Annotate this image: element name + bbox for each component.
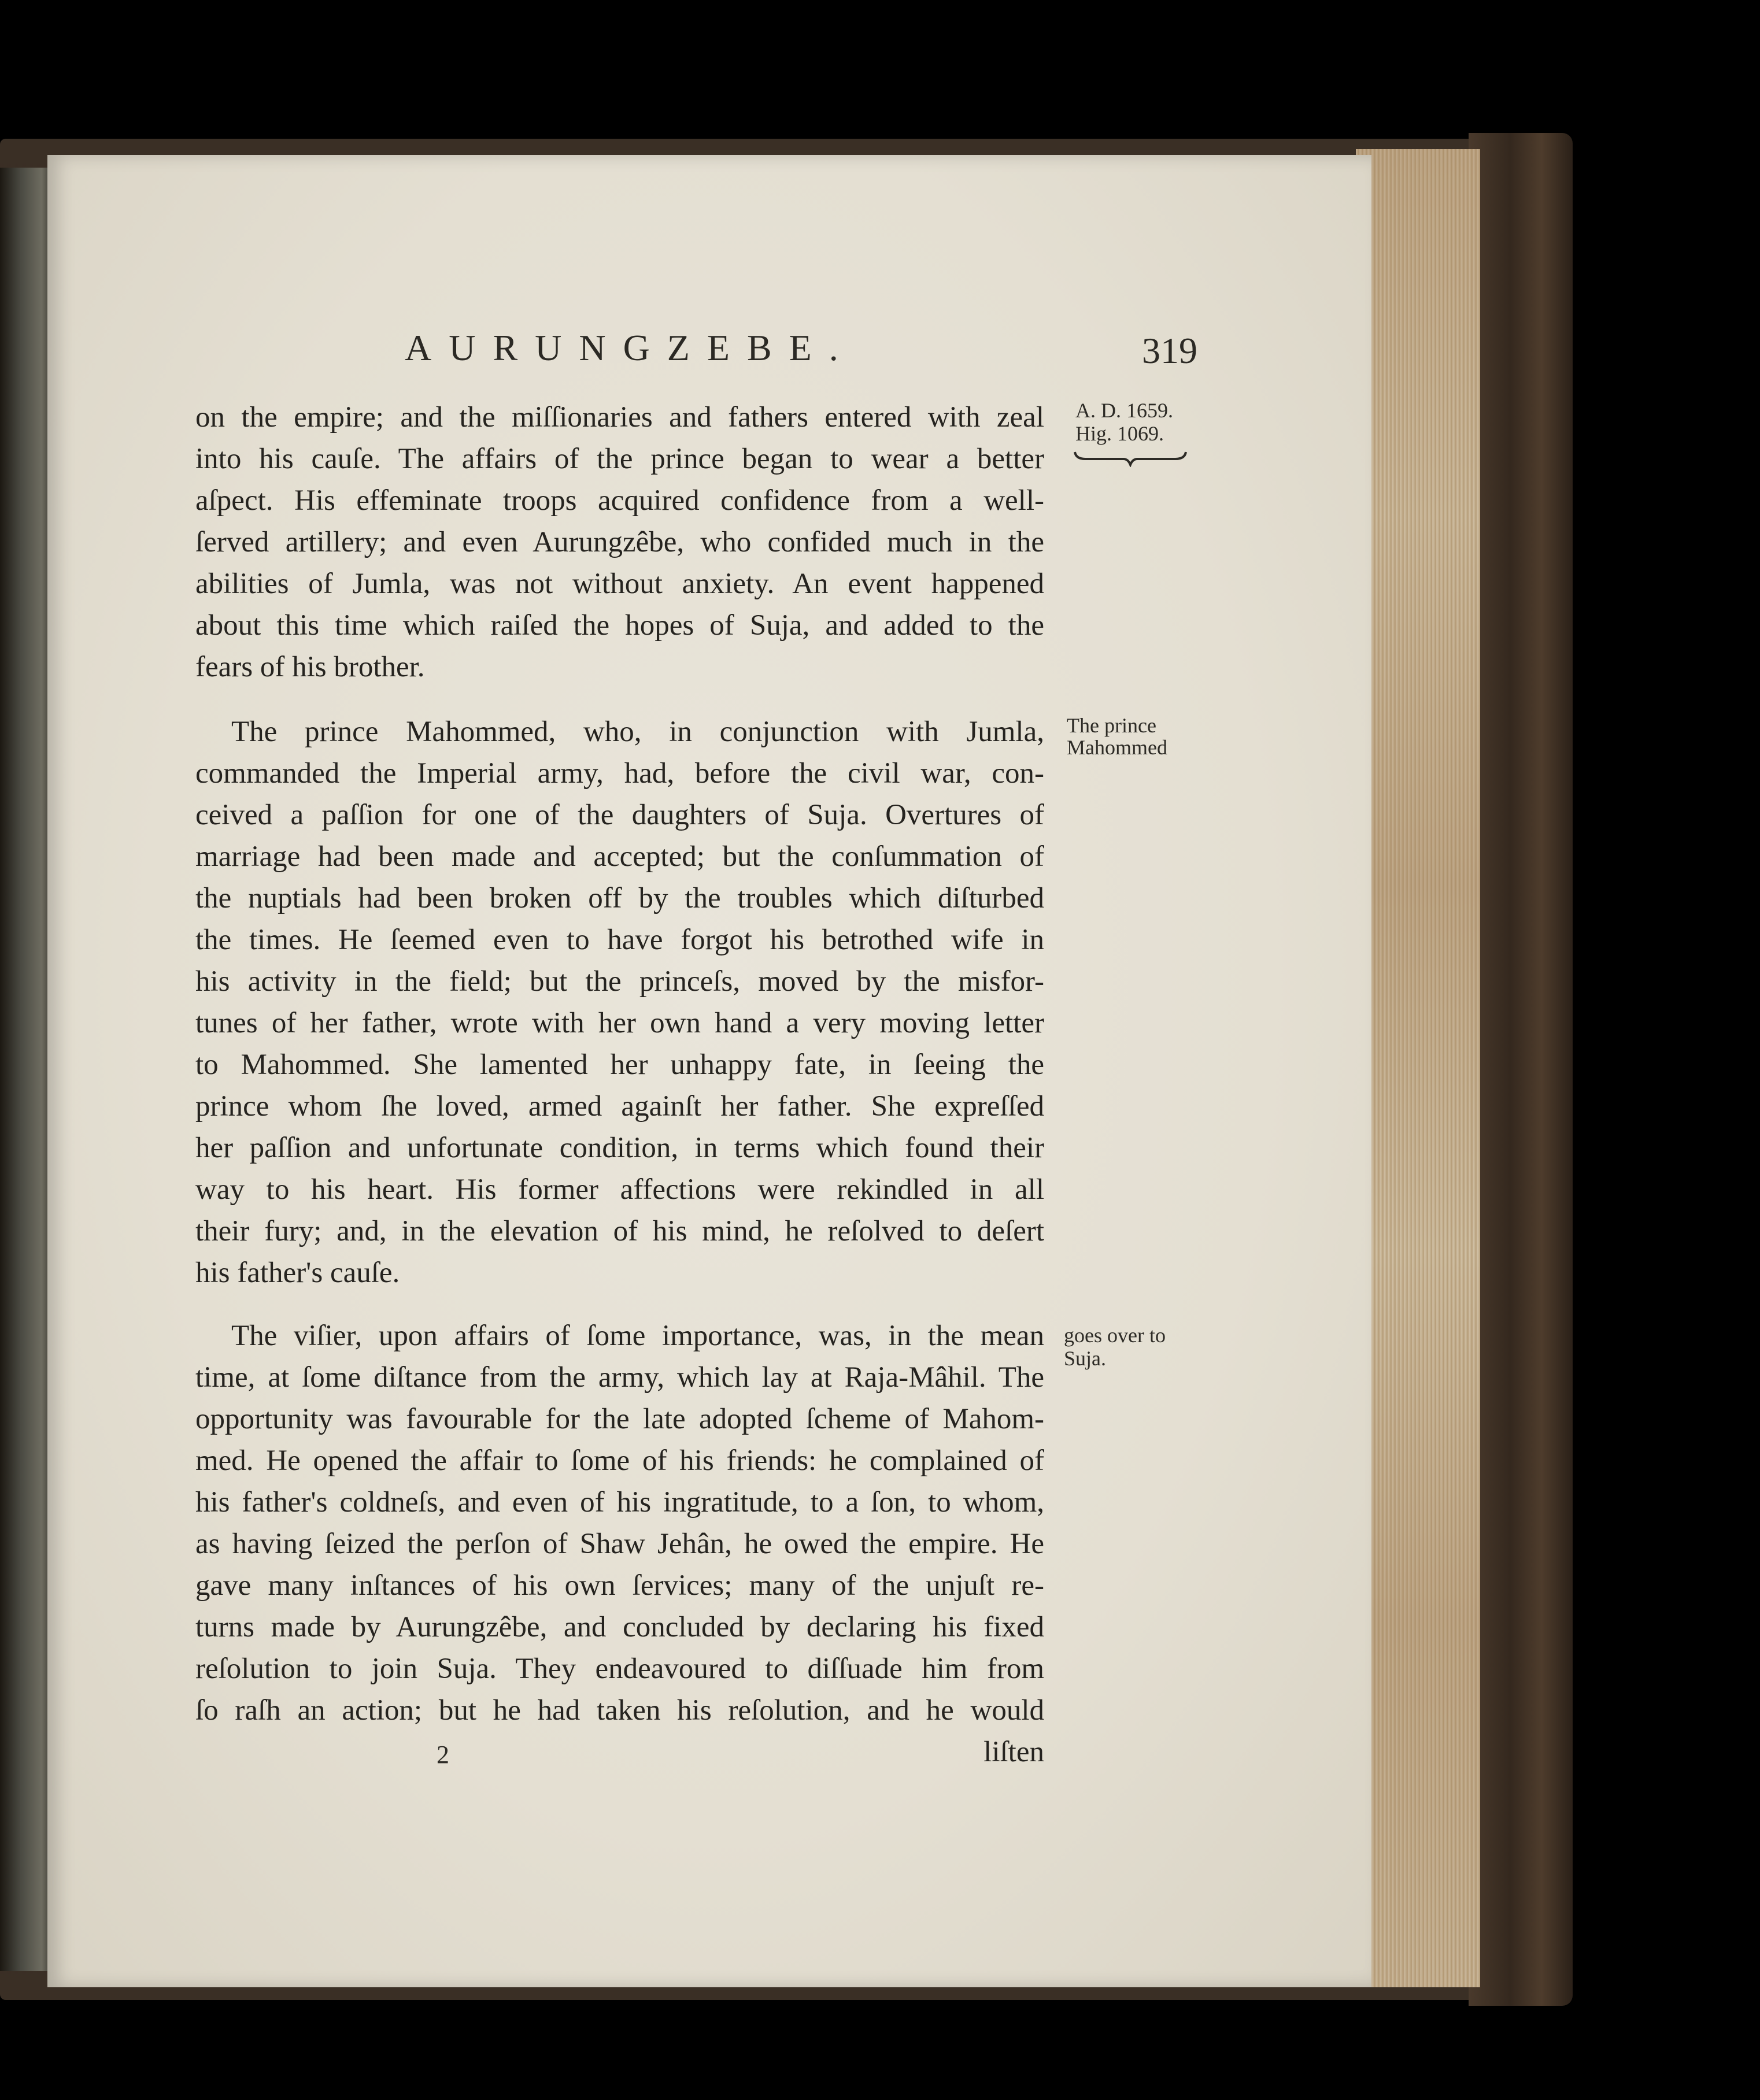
margin-note-goes-over: goes over to <box>1064 1324 1166 1347</box>
page-number: 319 <box>1142 330 1197 371</box>
text-line: the times. He ſeemed even to have forgot his betrothed wife in <box>195 924 1044 956</box>
margin-brace-icon <box>1073 450 1188 467</box>
text-line: gave many inſtances of his own ſervices; many of the unjuſt re- <box>195 1569 1044 1602</box>
text-line: The prince Mahommed, who, in conjunction with Jumla, <box>231 716 1044 748</box>
text-line: marriage had been made and accepted; but the conſummation of <box>195 840 1044 873</box>
text-line: ſerved artillery; and even Aurungzêbe, who confided much in the <box>195 526 1044 558</box>
text-line: tunes of her father, wrote with her own hand a very moving letter <box>195 1007 1044 1039</box>
text-line: med. He opened the affair to ſome of his friends: he complained of <box>195 1445 1044 1477</box>
text-line: The viſier, upon affairs of ſome importance, was, in the mean <box>231 1320 1044 1352</box>
text-line: on the empire; and the miſſionaries and fathers entered with zeal <box>195 401 1044 434</box>
text-line: the nuptials had been broken off by the troubles which diſturbed <box>195 882 1044 914</box>
catchword: liſten <box>983 1736 1044 1768</box>
text-line: into his cauſe. The affairs of the prince began to wear a better <box>195 443 1044 475</box>
text-line: ceived a paſſion for one of the daughters of Suja. Overtures of <box>195 799 1044 831</box>
running-title: AURUNGZEBE. <box>405 327 856 368</box>
text-line: prince whom ſhe loved, armed againſt her father. She expreſſed <box>195 1090 1044 1123</box>
text-line: commanded the Imperial army, had, before the civil war, con- <box>195 757 1044 790</box>
margin-date-hig: Hig. 1069. <box>1075 422 1164 445</box>
margin-note-mahommed: Mahommed <box>1067 736 1167 759</box>
text-line: his father's cauſe. <box>195 1257 400 1289</box>
text-line: about this time which raiſed the hopes of Suja, and added to the <box>195 609 1044 642</box>
text-line: turns made by Aurungzêbe, and concluded by declaring his fixed <box>195 1611 1044 1643</box>
paragraph-2 <box>195 711 1044 1294</box>
previous-page-edge <box>0 168 52 1971</box>
text-line: aſpect. His effeminate troops acquired confidence from a well- <box>195 484 1044 517</box>
margin-note-suja: Suja. <box>1064 1347 1107 1370</box>
book-cover-board <box>1469 133 1573 2006</box>
text-line: abilities of Jumla, was not without anxiety. An event happened <box>195 568 1044 600</box>
margin-note-prince: The prince <box>1067 714 1156 737</box>
paragraph-1 <box>195 397 1044 688</box>
text-line: their fury; and, in the elevation of his mind, he reſolved to deſert <box>195 1215 1044 1247</box>
footer-catchword-row <box>195 1731 1044 1773</box>
signature-mark: 2 <box>437 1740 449 1769</box>
text-line: to Mahommed. She lamented her unhappy fate, in ſeeing the <box>195 1049 1044 1081</box>
text-line: fears of his brother. <box>195 651 425 683</box>
page-block-edges <box>1356 149 1480 1987</box>
text-line: way to his heart. His former affections were rekindled in all <box>195 1173 1044 1206</box>
text-line: his father's coldneſs, and even of his ingratitude, to a ſon, to whom, <box>195 1486 1044 1518</box>
margin-date-ad: A. D. 1659. <box>1075 399 1173 422</box>
text-line: ſo raſh an action; but he had taken his reſolution, and he would <box>195 1694 1044 1727</box>
text-line: her paſſion and unfortunate condition, in terms which found their <box>195 1132 1044 1164</box>
text-line: time, at ſome diſtance from the army, which lay at Raja-Mâhil. The <box>195 1361 1044 1394</box>
text-line: opportunity was favourable for the late adopted ſcheme of Mahom- <box>195 1403 1044 1435</box>
text-line: as having ſeized the perſon of Shaw Jehân, he owed the empire. He <box>195 1528 1044 1560</box>
text-line: his activity in the field; but the princeſs, moved by the misfor- <box>195 965 1044 998</box>
paragraph-3 <box>195 1315 1044 1731</box>
text-line: reſolution to join Suja. They endeavoured to diſſuade him from <box>195 1653 1044 1685</box>
